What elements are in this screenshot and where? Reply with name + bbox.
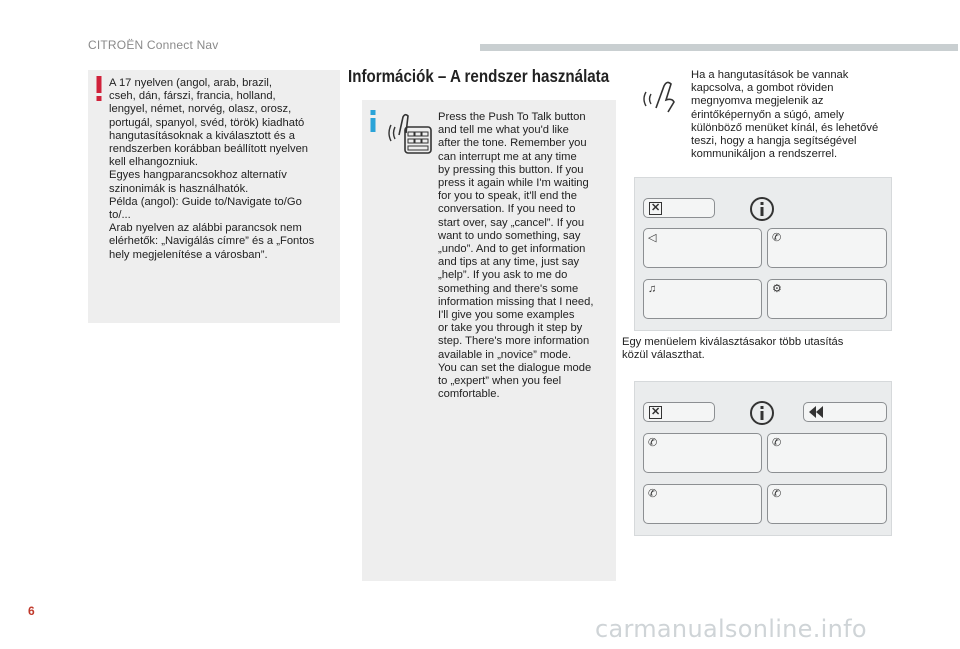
command-button[interactable] [643, 433, 762, 473]
command-list-screen [634, 381, 892, 536]
push-to-talk-icon [385, 111, 433, 155]
back-button[interactable] [803, 402, 887, 422]
page-number: 6 [28, 604, 35, 618]
menu-phone-button[interactable] [767, 228, 887, 268]
header-bar [480, 44, 958, 51]
settings-icon: ⚙ [772, 283, 782, 295]
warning-icon [95, 76, 103, 102]
menu-navigation-button[interactable] [643, 228, 762, 268]
menu-settings-button[interactable] [767, 279, 887, 319]
navigation-icon: ◁ [648, 232, 657, 244]
caption-text: Egy menüelem kiválasztásakor több utasítás közül választhat. [622, 336, 844, 362]
info-circle-icon[interactable] [749, 196, 775, 222]
voice-help-screen [634, 177, 892, 331]
music-icon: ♫ [648, 283, 657, 295]
command-button[interactable] [643, 484, 762, 524]
info-icon [369, 110, 377, 132]
close-button[interactable] [643, 402, 715, 422]
close-icon: ✕ [651, 202, 661, 214]
close-icon: ✕ [651, 406, 661, 418]
phone-icon: ✆ [772, 488, 782, 500]
command-button[interactable] [767, 433, 887, 473]
hint-text: Ha a hangutasítások be vannak kapcsolva, a gombot röviden megnyomva megjelenik az érintőképernyőn a súgó, amely különböző menüket kínál, és lehetővé teszi, hogy a hangja segítségével kommunikáljon a rendszerrel. [691, 69, 879, 161]
warning-text: A 17 nyelven (angol, arab, brazil, cseh, dán, fárszi, francia, holland, lengyel, német, norvég, olasz, orosz, portugál, spanyol, svéd, török) kiadható hangutasításoknak a kiválasztott és a rendszerben korábban beállított nyelven kell elhangozniuk. Egyes hangparancsokhoz alternatív szinonimák is használhatók. Példa (angol): Guide to/Navigate to/Go to/... Arab nyelven az alábbi parancsok nem elérhetők: „Navigálás címre” és a „Fontos hely megjelenítése a városban”. [109, 77, 315, 261]
menu-music-button[interactable] [643, 279, 762, 319]
header-title: CITROËN Connect Nav [88, 38, 219, 52]
command-button[interactable] [767, 484, 887, 524]
watermark: carmanualsonline.info [595, 615, 867, 643]
section-title: Információk – A rendszer használata [348, 66, 610, 86]
info-circle-icon[interactable] [749, 400, 775, 426]
phone-icon: ✆ [648, 437, 658, 449]
voice-command-icon [642, 80, 682, 114]
phone-icon: ✆ [772, 232, 782, 244]
close-button[interactable] [643, 198, 715, 218]
back-icon [809, 406, 825, 418]
phone-icon: ✆ [648, 488, 658, 500]
phone-icon: ✆ [772, 437, 782, 449]
info-text: Press the Push To Talk button and tell me what you'd like after the tone. Remember you can interrupt me at any time by pressing this button. If you press it again while I'm waiting for you to speak, it'll end the conversation. If you need to start over, say „cancel”. If you want to undo something, say „undo”. And to get information and tips at any time, just say „help”. If you ask to me do something and there's some information missing that I need, I'll give you some examples or take you through it step by step. There's more information available in „novice” mode. You can set the dialogue mode to „expert” when you feel comfortable. [438, 111, 594, 401]
